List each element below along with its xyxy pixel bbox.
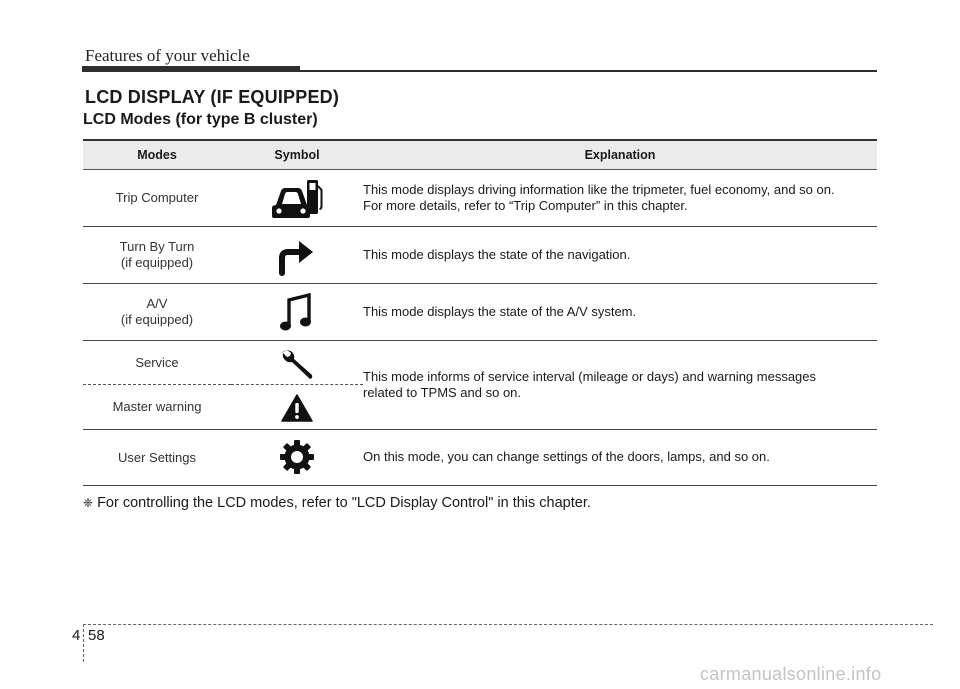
mode-cell bbox=[83, 227, 231, 284]
mode-cell bbox=[83, 385, 231, 430]
explanation-cell bbox=[363, 284, 877, 341]
footnote bbox=[83, 495, 591, 511]
running-header: Features of your vehicle bbox=[85, 46, 250, 65]
wrench-icon bbox=[279, 347, 315, 381]
mode-label: A/V bbox=[146, 296, 168, 311]
header-bar bbox=[82, 66, 300, 72]
mode-cell bbox=[83, 284, 231, 341]
mode-cell bbox=[83, 430, 231, 486]
symbol-cell bbox=[231, 385, 363, 430]
symbol-cell bbox=[231, 341, 363, 385]
symbol-cell bbox=[231, 227, 363, 284]
footer-rule bbox=[83, 624, 933, 625]
section-title: LCD DISPLAY (IF EQUIPPED) bbox=[85, 87, 340, 107]
table-row bbox=[83, 430, 877, 486]
gear-icon bbox=[279, 439, 315, 475]
mode-label: User Settings bbox=[117, 449, 197, 465]
explanation-text: This mode displays the state of the A/V system. bbox=[363, 303, 637, 319]
symbol-cell bbox=[231, 284, 363, 341]
header-explanation: Explanation bbox=[363, 140, 877, 170]
warning-triangle-icon bbox=[281, 393, 313, 423]
explanation-text: This mode displays the state of the navigation. bbox=[363, 246, 631, 262]
table-row bbox=[83, 341, 877, 385]
footer-divider bbox=[83, 624, 84, 662]
mode-label: Turn By Turn bbox=[119, 239, 195, 254]
mode-label: Master warning bbox=[112, 399, 202, 414]
header-modes: Modes bbox=[83, 140, 231, 170]
explanation-text: related to TPMS and so on. bbox=[363, 385, 522, 400]
header-symbol: Symbol bbox=[231, 140, 363, 170]
explanation-text: This mode displays driving information like the tripmeter, fuel economy, and so on. bbox=[363, 181, 835, 197]
explanation-text: For more details, refer to “Trip Computer” in this chapter. bbox=[363, 198, 688, 213]
mode-note: (if equipped) bbox=[120, 312, 194, 327]
lcd-modes-table bbox=[83, 139, 877, 486]
explanation-cell bbox=[363, 227, 877, 284]
section-subtitle: LCD Modes (for type B cluster) bbox=[83, 111, 318, 128]
chapter-number: 4 bbox=[72, 627, 81, 644]
explanation-text: On this mode, you can change settings of the doors, lamps, and so on. bbox=[363, 449, 770, 465]
car-fuel-pump-icon bbox=[267, 178, 325, 220]
table-row bbox=[83, 170, 877, 227]
note-marker: ❈ bbox=[83, 496, 94, 510]
explanation-cell bbox=[363, 430, 877, 486]
mode-cell bbox=[83, 341, 231, 385]
explanation-cell bbox=[363, 170, 877, 227]
symbol-cell bbox=[231, 170, 363, 227]
explanation-text: This mode informs of service interval (mileage or days) and warning messages bbox=[363, 368, 817, 384]
header-rule bbox=[300, 70, 877, 72]
turn-arrow-icon bbox=[275, 236, 315, 276]
music-note-icon bbox=[279, 292, 315, 334]
symbol-cell bbox=[231, 430, 363, 486]
mode-cell bbox=[83, 170, 231, 227]
mode-label: Service bbox=[135, 354, 179, 370]
mode-label: Trip Computer bbox=[115, 190, 199, 205]
page-number: 58 bbox=[88, 627, 105, 644]
watermark: carmanualsonline.info bbox=[700, 664, 882, 684]
table-row bbox=[83, 227, 877, 284]
table-header-row bbox=[83, 140, 877, 170]
explanation-cell bbox=[363, 341, 877, 430]
note-text: For controlling the LCD modes, refer to "LCD Display Control" in this chapter. bbox=[97, 495, 591, 511]
table-row bbox=[83, 284, 877, 341]
mode-note: (if equipped) bbox=[120, 255, 194, 270]
